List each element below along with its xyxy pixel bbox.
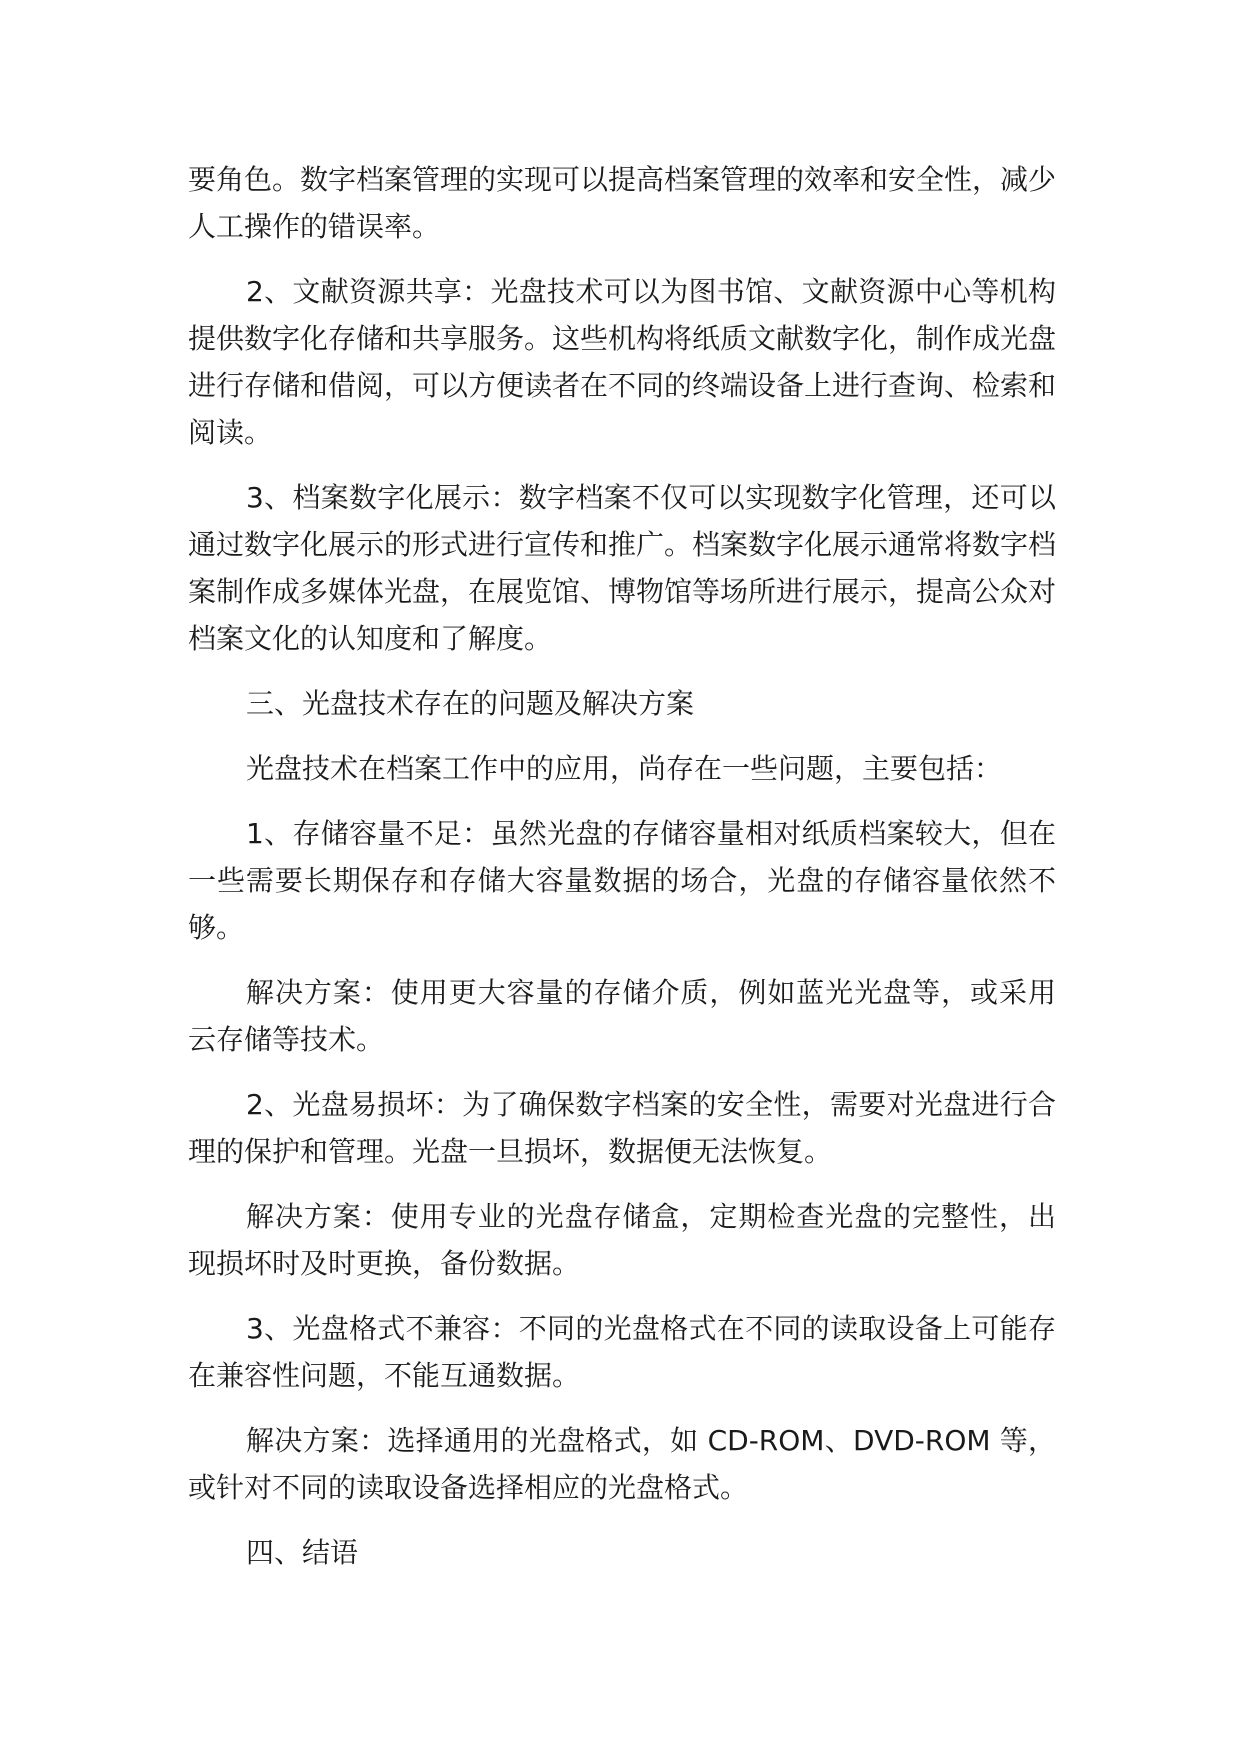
paragraph-solution-format: 解决方案：选择通用的光盘格式，如 CD-ROM、DVD-ROM 等，或针对不同的读取设备选择相应的光盘格式。 <box>188 1424 1056 1504</box>
paragraph-problems-intro: 光盘技术在档案工作中的应用，尚存在一些问题，主要包括： <box>246 752 1003 785</box>
paragraph-storage-capacity: 1、存储容量不足：虽然光盘的存储容量相对纸质档案较大，但在一些需要长期保存和存储大容量数据的场合，光盘的存储容量依然不够。 <box>188 817 1056 944</box>
paragraph-format-compatibility: 3、光盘格式不兼容：不同的光盘格式在不同的读取设备上可能存在兼容性问题，不能互通数据。 <box>188 1312 1056 1392</box>
section-heading-conclusion: 四、结语 <box>246 1536 359 1569</box>
section-heading-problems: 三、光盘技术存在的问题及解决方案 <box>246 687 695 720</box>
paragraph-disc-damage: 2、光盘易损坏：为了确保数字档案的安全性，需要对光盘进行合理的保护和管理。光盘一旦损坏，数据便无法恢复。 <box>188 1088 1056 1168</box>
document-body <box>188 156 1056 1594</box>
paragraph-solution-capacity: 解决方案：使用更大容量的存储介质，例如蓝光光盘等，或采用云存储等技术。 <box>188 976 1056 1056</box>
paragraph-document-sharing: 2、文献资源共享：光盘技术可以为图书馆、文献资源中心等机构提供数字化存储和共享服务。这些机构将纸质文献数字化，制作成光盘进行存储和借阅，可以方便读者在不同的终端设备上进行查询、检索和阅读。 <box>188 275 1057 449</box>
paragraph-continuation: 要角色。数字档案管理的实现可以提高档案管理的效率和安全性，减少人工操作的错误率。 <box>188 163 1057 243</box>
paragraph-solution-damage: 解决方案：使用专业的光盘存储盒，定期检查光盘的完整性，出现损坏时及时更换，备份数据。 <box>188 1200 1056 1280</box>
paragraph-digital-display: 3、档案数字化展示：数字档案不仅可以实现数字化管理，还可以通过数字化展示的形式进行宣传和推广。档案数字化展示通常将数字档案制作成多媒体光盘，在展览馆、博物馆等场所进行展示，提高公众对档案文化的认知度和了解度。 <box>188 481 1057 655</box>
